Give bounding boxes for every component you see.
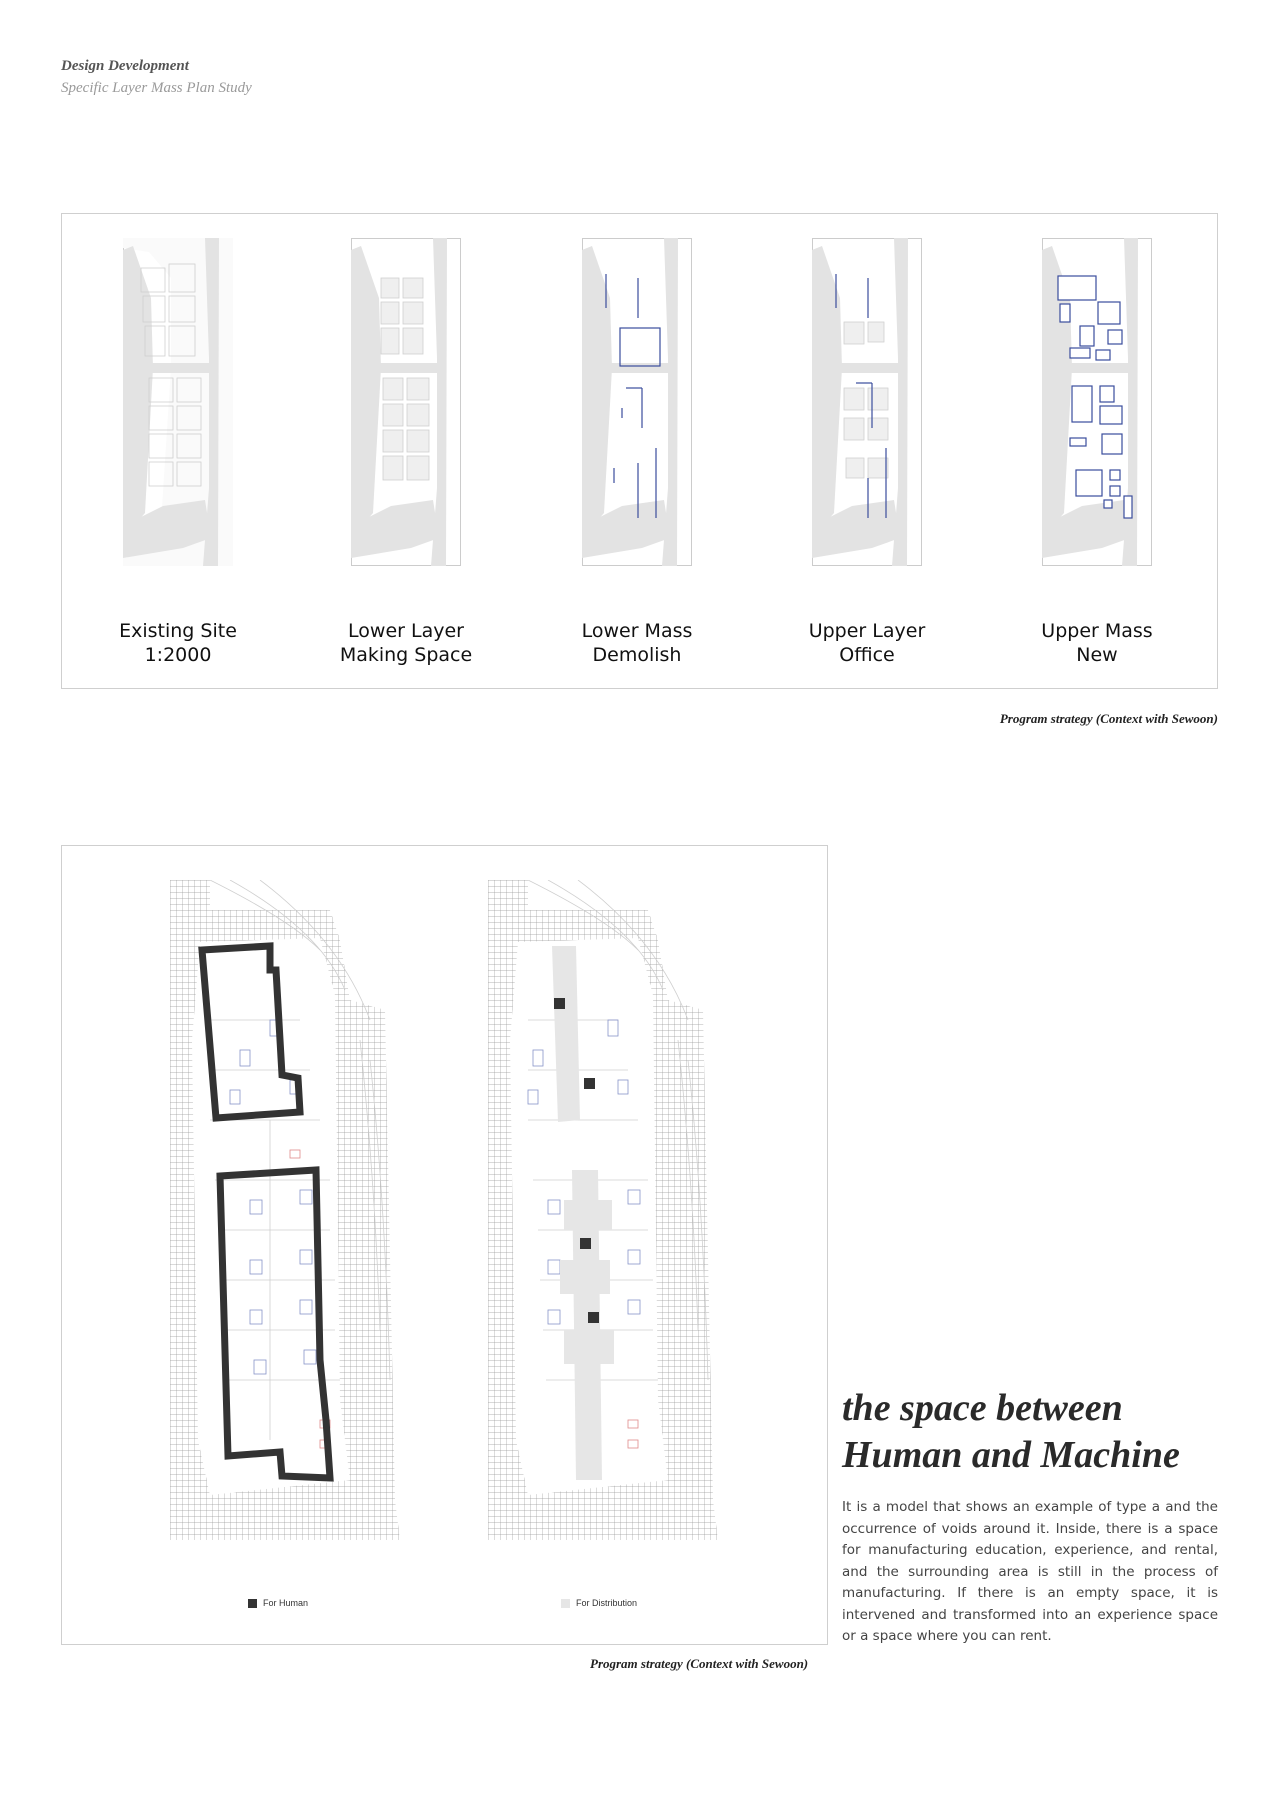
legend-human: For Human [248,1598,308,1608]
caption-bottom: Program strategy (Context with Sewoon) [590,1656,809,1671]
section-title: Design Development [61,58,189,74]
plan-label-lower-mass: Lower Mass Demolish [581,620,693,666]
legend-swatch-distribution [561,1599,570,1608]
legend-swatch-human [248,1599,257,1608]
headline: the space between Human and Machine [842,1387,1180,1476]
plan-label-lower-layer: Lower Layer Making Space [339,620,473,666]
plan-label-existing: Existing Site 1:2000 [119,620,237,666]
plan-lower-mass [582,238,692,566]
section-subtitle: Specific Layer Mass Plan Study [61,80,252,96]
layer-study-panel [61,213,1218,689]
plan-for-human [170,880,400,1540]
program-strategy-panel [61,845,828,1645]
plan-existing-site [123,238,233,566]
plan-upper-mass [1042,238,1152,566]
plan-upper-layer [812,238,922,566]
plan-for-distribution [488,880,718,1540]
plan-label-upper-layer: Upper Layer Office [808,620,926,666]
plan-label-upper-mass: Upper Mass New [1041,620,1153,666]
plan-lower-layer [351,238,461,566]
caption-top: Program strategy (Context with Sewoon) [999,711,1218,726]
legend-distribution: For Distribution [561,1598,637,1608]
description-paragraph: It is a model that shows an example of type a and the occurrence of voids around it. Inside, there is a space for manufacturing education, experience, and rental, and the surrounding area is still in the process of manufacturing. If there is an empty space, it is intervened and transformed into an experience space or a space where you can rent. [842,1499,1218,1644]
